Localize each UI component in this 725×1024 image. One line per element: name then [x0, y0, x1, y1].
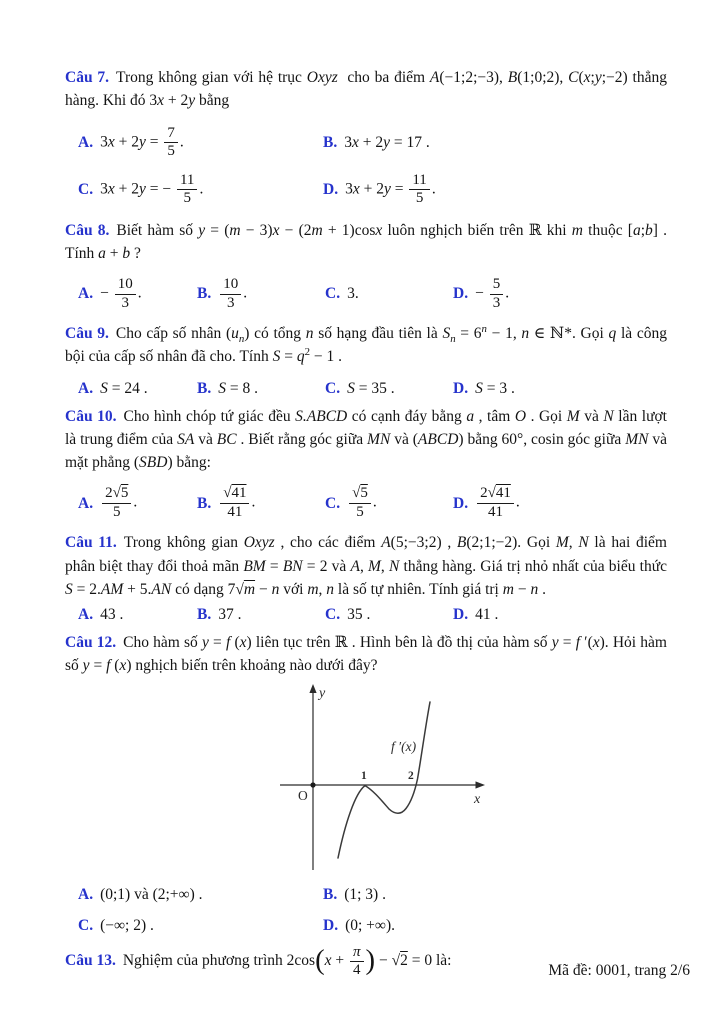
option-a — [78, 483, 197, 523]
option-text: $\frac{√41}{41}$ . — [218, 485, 255, 521]
question-text: Nghiệm của phương trình 2cos(x + $\frac{\pi}{4}$ ) − √2 = 0 là: — [122, 943, 452, 979]
question-label: Câu 7. — [65, 69, 110, 86]
option-a — [78, 603, 197, 627]
option-letter: C. — [325, 379, 341, 397]
option-text: 35 . — [347, 606, 371, 624]
option-text: $\frac{2√5}{5}$ . — [100, 485, 137, 521]
option-c — [78, 914, 323, 938]
option-letter: A. — [78, 379, 94, 397]
option-a — [78, 274, 197, 314]
options — [65, 483, 667, 523]
option-text: S = 8 . — [218, 379, 258, 397]
option-letter: A. — [78, 886, 94, 904]
option-text: 41 . — [475, 606, 499, 624]
origin-point — [310, 782, 315, 787]
option-text: $\frac{√5}{5}$ . — [347, 485, 377, 521]
option-b — [197, 274, 325, 314]
derivative-graph — [278, 682, 490, 881]
option-letter: C. — [325, 285, 341, 303]
options — [65, 274, 667, 314]
question-11 — [65, 531, 667, 627]
option-letter: D. — [453, 494, 469, 512]
option-a — [78, 123, 323, 163]
option-text: $\frac{10}{3}$ . — [218, 276, 247, 312]
option-letter: B. — [197, 494, 212, 512]
option-d — [453, 603, 667, 627]
question-label: Câu 12. — [65, 634, 117, 651]
f-prime-curve — [338, 702, 430, 858]
option-d — [323, 914, 667, 938]
option-a — [78, 883, 323, 907]
option-b — [197, 377, 325, 401]
option-letter: D. — [323, 917, 339, 935]
option-text: 43 . — [100, 606, 124, 624]
option-letter: D. — [453, 379, 469, 397]
option-c — [325, 377, 453, 401]
option-letter: B. — [197, 606, 212, 624]
option-c — [325, 274, 453, 314]
option-letter: B. — [197, 285, 212, 303]
option-c — [325, 603, 453, 627]
option-letter: A. — [78, 133, 94, 151]
curve-label: f ′(x) — [391, 738, 417, 754]
option-b — [323, 123, 667, 163]
option-b — [197, 603, 325, 627]
option-text: 3x + 2y = − $\frac{11}{5}$ . — [100, 171, 204, 206]
x-axis-arrow-icon — [476, 781, 486, 788]
question-body — [65, 531, 667, 601]
option-b — [323, 883, 667, 907]
question-12 — [65, 631, 667, 938]
option-letter: D. — [323, 180, 339, 198]
x-tick-2-label: 2 — [408, 769, 414, 782]
question-label: Câu 11. — [65, 534, 117, 552]
question-label: Câu 9. — [65, 325, 109, 342]
option-text: 3. — [347, 285, 359, 303]
option-d — [453, 274, 667, 314]
option-text: (1; 3) . — [344, 886, 386, 904]
question-body — [65, 322, 667, 369]
question-8 — [65, 219, 667, 315]
option-d — [453, 377, 667, 401]
option-text: 3x + 2y = 17 . — [344, 133, 430, 151]
options — [65, 123, 667, 210]
x-tick-1-label: 1 — [361, 769, 367, 782]
question-9 — [65, 322, 667, 401]
option-text: S = 24 . — [100, 379, 148, 397]
option-d — [323, 170, 667, 210]
derivative-graph-svg — [278, 682, 490, 874]
option-text: S = 3 . — [475, 379, 515, 397]
option-letter: C. — [325, 606, 341, 624]
option-text: $\frac{2√41}{41}$ . — [475, 485, 520, 521]
options — [65, 883, 667, 938]
question-label: Câu 8. — [65, 221, 110, 239]
question-label: Câu 13. — [65, 952, 116, 970]
question-body — [65, 631, 667, 678]
option-letter: C. — [78, 917, 94, 935]
options — [65, 603, 667, 627]
question-body — [65, 405, 667, 475]
question-text: Biết hàm số y = (m − 3)x − (2m + 1)cosx luôn nghịch biến trên ℝ khi m thuộc [a;b] . Tính a + b ? — [65, 221, 667, 262]
question-text: Cho hình chóp tứ giác đều S.ABCD có cạnh đáy bằng a , tâm O . Gọi M và N lần lượt là trung điểm của SA và BC . Biết rằng góc giữa MN và (ABCD) bằng 60°, cosin góc giữa MN và mặt phẳng (SBD) bằng: — [65, 407, 667, 471]
page-footer: Mã đề: 0001, trang 2/6 — [548, 961, 690, 979]
question-10 — [65, 405, 667, 524]
option-c — [78, 170, 323, 210]
options — [65, 377, 667, 401]
question-7 — [65, 66, 667, 210]
y-axis-label: y — [319, 685, 326, 701]
question-label: Câu 10. — [65, 407, 117, 425]
question-body — [65, 219, 667, 266]
x-axis-label: x — [474, 791, 481, 807]
option-text: − $\frac{10}{3}$ . — [100, 276, 142, 311]
option-text: 3x + 2y = $\frac{11}{5}$ . — [345, 171, 436, 206]
option-text: − $\frac{5}{3}$ . — [475, 276, 510, 311]
option-letter: A. — [78, 494, 94, 512]
option-letter: C. — [325, 494, 341, 512]
option-letter: A. — [78, 606, 94, 624]
option-letter: A. — [78, 285, 94, 303]
question-body — [65, 66, 667, 113]
option-a — [78, 377, 197, 401]
question-text: Trong không gian với hệ trục Oxyz cho ba điểm A(−1;2;−3), B(1;0;2), C(x;y;−2) thẳng hàng. Khi đó 3x + 2y bằng — [65, 69, 667, 110]
option-c — [325, 483, 453, 523]
option-text: (−∞; 2) . — [100, 917, 154, 935]
option-b — [197, 483, 325, 523]
question-text: Cho cấp số nhân $(u_n)$ có tổng n số hạng đầu tiên là $S_n = 6^n - 1$, n ∈ ℕ*. Gọi q là công bội của cấp số nhân đã cho. Tính $S = q^2 - 1$ . — [65, 322, 667, 366]
option-text: 3x + 2y = $\frac{7}{5}$ . — [100, 124, 184, 159]
option-d — [453, 483, 667, 523]
option-text: (0;1) và (2;+∞) . — [100, 886, 203, 904]
option-letter: D. — [453, 606, 469, 624]
option-text: S = 35 . — [347, 379, 395, 397]
y-axis-arrow-icon — [309, 684, 316, 693]
option-letter: B. — [323, 133, 338, 151]
option-letter: D. — [453, 285, 469, 303]
option-letter: B. — [197, 379, 212, 397]
question-text: Trong không gian Oxyz , cho các điểm A(5;−3;2) , B(2;1;−2). Gọi M, N là hai điểm phân biệt thay đổi thoả mãn BM = BN = 2 và A, M, N thẳng hàng. Giá trị nhỏ nhất của biểu thức S = 2.AM + 5.AN có dạng 7√m − n với m, n là số tự nhiên. Tính giá trị m − n . — [65, 534, 667, 598]
option-text: 37 . — [218, 606, 242, 624]
option-text: (0; +∞). — [345, 917, 395, 935]
option-letter: B. — [323, 886, 338, 904]
origin-label: O — [298, 787, 308, 803]
option-letter: C. — [78, 180, 94, 198]
question-text: Cho hàm số y = f (x) liên tục trên ℝ . Hình bên là đồ thị của hàm số y = f ′(x). Hỏi hàm số y = f (x) nghịch biến trên khoảng nào dưới đây? — [65, 634, 667, 675]
